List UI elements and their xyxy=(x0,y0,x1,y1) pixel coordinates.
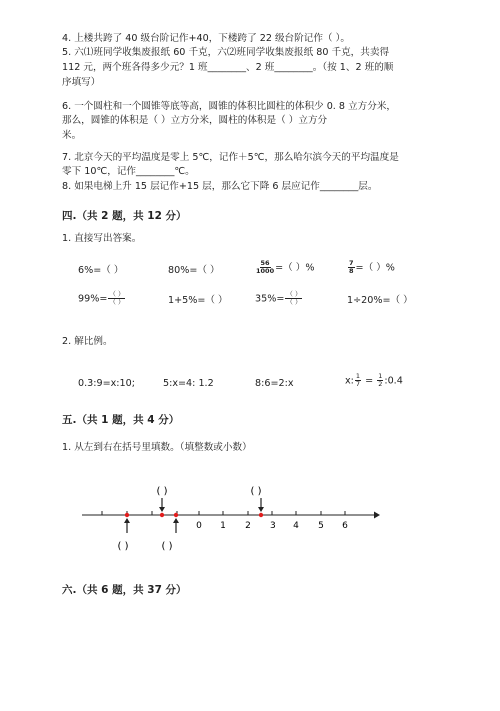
answer-bracket: ( ) xyxy=(156,486,168,497)
fraction-denominator: （ ） xyxy=(109,298,125,306)
ratio-prefix: x: xyxy=(345,375,354,387)
fraction-denominator: 8 xyxy=(349,267,354,275)
point-marker xyxy=(174,513,178,517)
calc-99-percent xyxy=(78,291,126,306)
fraction-numerator: （ ） xyxy=(109,290,125,298)
section-4-q1-title: 1. 直接写出答案。 xyxy=(62,233,142,244)
calc-1-plus-5-percent: 1+5%=（ ） xyxy=(168,295,228,306)
question-6-line1: 6. 一个圆柱和一个圆锥等底等高，圆锥的体积比圆柱的体积少 0. 8 立方分米， xyxy=(62,101,397,112)
question-6-line3: 米。 xyxy=(62,130,82,141)
calc-tail: =（ ）% xyxy=(355,262,395,274)
calc-7-over-8 xyxy=(347,260,395,275)
point-marker xyxy=(125,513,129,517)
arrow-down-head xyxy=(258,507,264,512)
calc-1-div-20-percent: 1÷20%=（ ） xyxy=(347,295,413,306)
calc-35-percent xyxy=(255,291,303,306)
ratio-c: 8:6=2:x xyxy=(255,378,294,389)
answer-bracket: ( ) xyxy=(250,486,262,497)
fraction-denominator: 7 xyxy=(355,380,361,388)
ratio-equals: = xyxy=(362,375,377,387)
question-7-line1: 7. 北京今天的平均温度是零上 5℃，记作＋5℃，那么哈尔滨今天的平均温度是 xyxy=(62,152,399,163)
fraction-numerator: 56 xyxy=(260,259,270,267)
calc-prefix: 35%= xyxy=(255,293,285,305)
tick-label: 6 xyxy=(342,521,348,531)
question-5-line2: 112 元，两个班各得多少元？1 班________、2 班________。（按 1、2 班的顺 xyxy=(62,62,394,73)
arrow-down-head xyxy=(159,507,165,512)
fraction-denominator: （ ） xyxy=(286,298,302,306)
section-4-q2-title: 2. 解比例。 xyxy=(62,336,113,347)
question-6-line2: 那么，圆锥的体积是（ ）立方分米，圆柱的体积是（ ）立方分 xyxy=(62,115,328,126)
fraction-numerator: 7 xyxy=(349,259,354,267)
tick-label: 1 xyxy=(220,521,226,531)
tick-label: 2 xyxy=(245,521,251,531)
answer-bracket: ( ) xyxy=(161,541,173,552)
ratio-a: 0.3:9=x:10; xyxy=(78,378,135,389)
question-4: 4. 上楼共跨了 40 级台阶记作+40，下楼跨了 22 级台阶记作（ ）。 xyxy=(62,33,350,44)
fraction-denominator: 1000 xyxy=(256,267,275,275)
calc-6-percent: 6%=（ ） xyxy=(78,265,124,276)
tick-label: 3 xyxy=(270,521,276,531)
ratio-b: 5:x=4: 1.2 xyxy=(163,378,214,389)
ratio-tail: :0.4 xyxy=(384,375,403,387)
fraction-denominator: 2 xyxy=(378,380,383,388)
arrow-up-head xyxy=(124,518,130,523)
fraction-numerator: （ ） xyxy=(286,290,302,298)
question-7-line2: 零下 10℃，记作________℃。 xyxy=(62,166,195,177)
number-line-arrowhead xyxy=(374,512,380,519)
calc-56-over-1000 xyxy=(255,260,315,275)
tick-label: 0 xyxy=(196,521,202,531)
calc-prefix: 99%= xyxy=(78,293,108,305)
question-8: 8. 如果电梯上升 15 层记作+15 层，那么它下降 6 层应记作________层。 xyxy=(62,181,378,192)
answer-bracket: ( ) xyxy=(117,541,129,552)
section-6-title: 六.（共 6 题，共 37 分） xyxy=(62,584,187,596)
section-4-title: 四.（共 2 题，共 12 分） xyxy=(62,210,187,222)
fraction-numerator: 1 xyxy=(355,372,361,380)
section-5-q1-title: 1. 从左到右在括号里填数。（填整数或小数） xyxy=(62,442,252,453)
calc-80-percent: 80%=（ ） xyxy=(168,265,220,276)
point-marker xyxy=(160,513,164,517)
point-marker xyxy=(259,513,263,517)
tick-label: 5 xyxy=(318,521,324,531)
fraction-numerator: 1 xyxy=(378,372,383,380)
tick-label: 4 xyxy=(293,521,299,531)
question-5-line3: 序填写） xyxy=(62,77,101,88)
question-5-line1: 5. 六⑴班同学收集废报纸 60 千克，六⑵班同学收集废报纸 80 千克，共卖得 xyxy=(62,47,390,58)
calc-tail: =（ ）% xyxy=(275,262,315,274)
arrow-up-head xyxy=(173,518,179,523)
ratio-d xyxy=(345,373,403,388)
section-5-title: 五.（共 1 题，共 4 分） xyxy=(62,414,180,426)
